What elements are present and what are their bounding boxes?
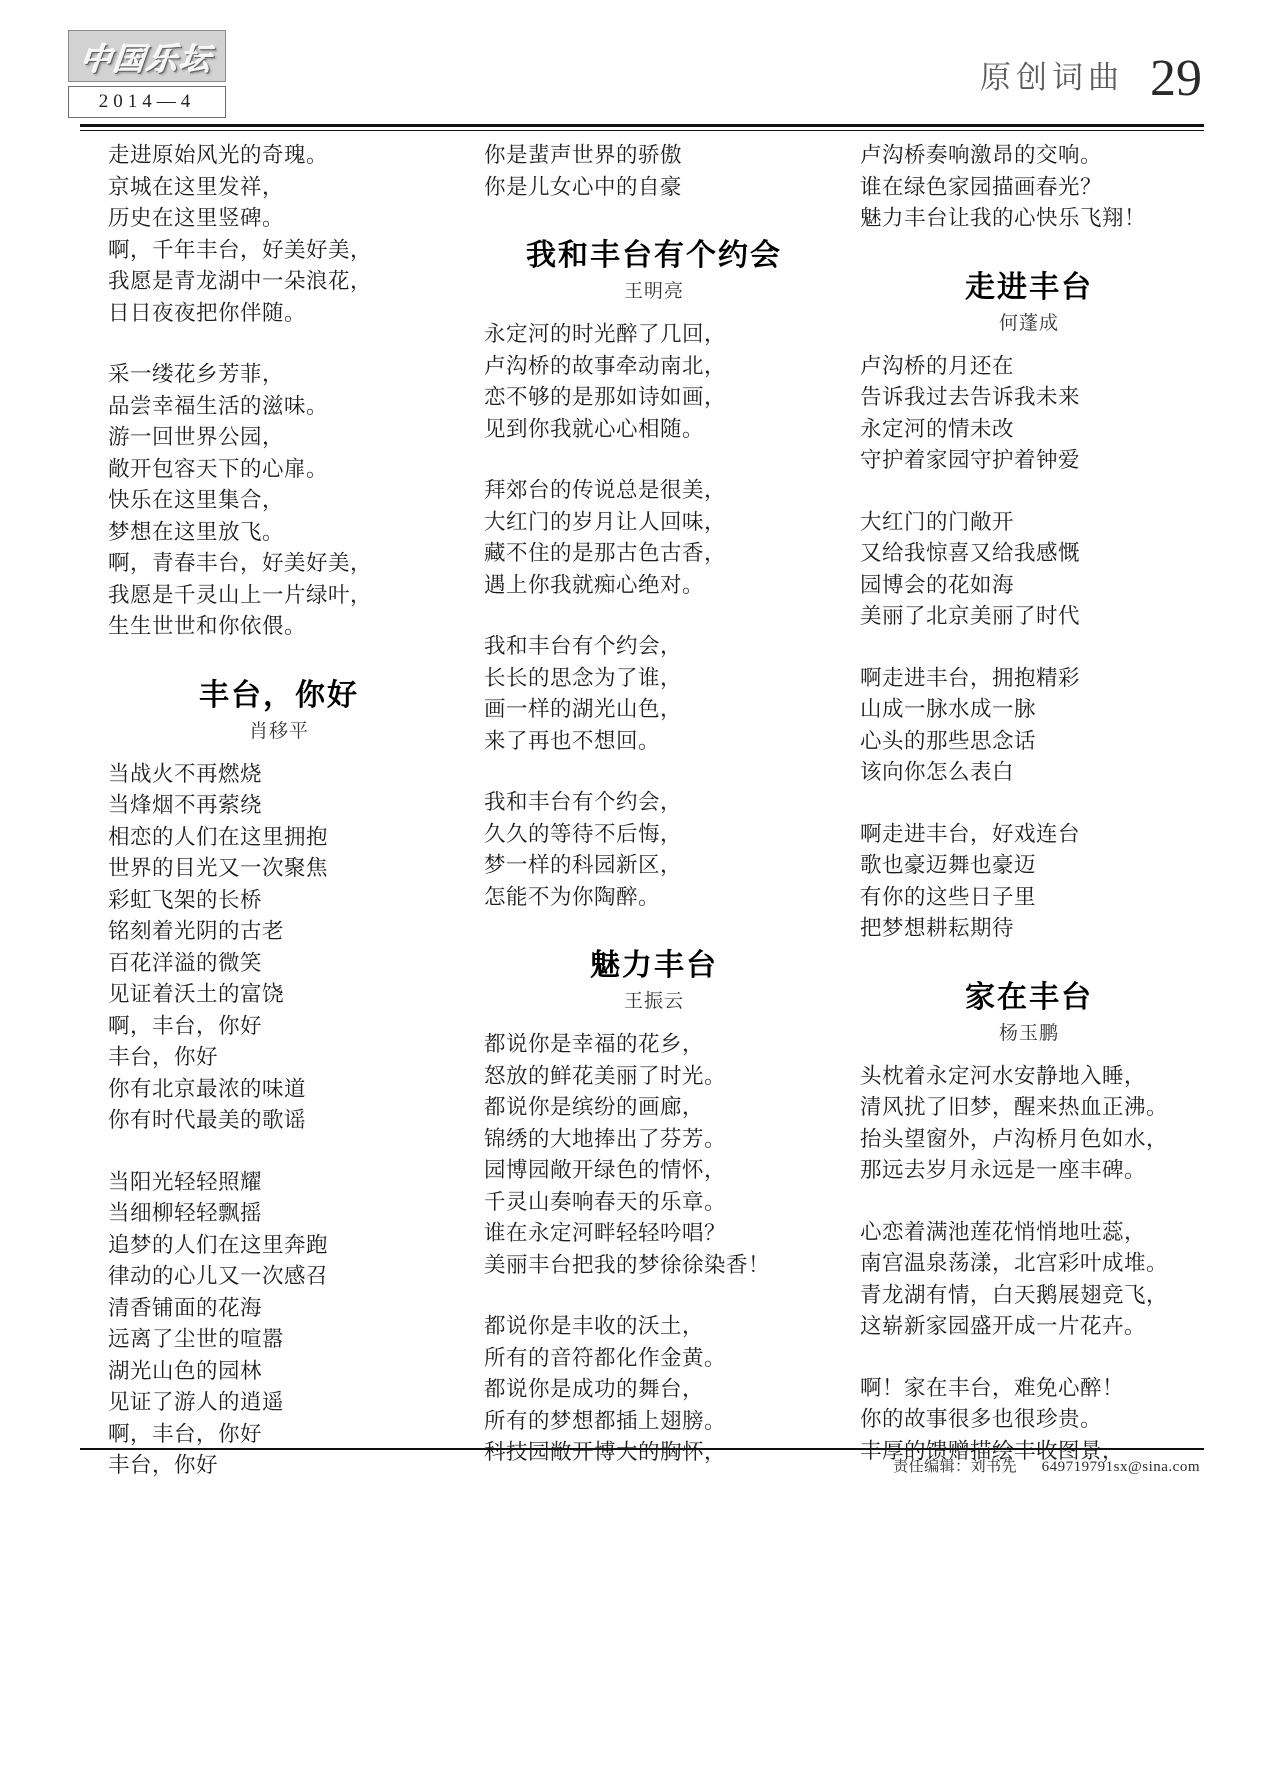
stanza (108, 759, 450, 1137)
song-author: 王明亮 (623, 281, 684, 302)
lyric-line: 快乐在这里集合， (108, 488, 285, 512)
stanza (484, 1029, 824, 1281)
magazine-logo-block (68, 30, 226, 118)
lyric-line: 敞开包容天下的心扉。 (108, 456, 329, 481)
lyric-line: 啊！家在丰台，难免心醉！ (860, 1375, 1125, 1400)
lyric-line: 抬头望窗外，卢沟桥月色如水， (860, 1126, 1169, 1151)
responsible-editor: 责任编辑：刘书先 (893, 1459, 1018, 1475)
magazine-logo-text: 中国乐坛 (78, 41, 215, 77)
lyric-line: 世界的目光又一次聚焦 (108, 856, 329, 880)
song-header (860, 979, 1198, 1047)
lyric-line: 心头的那些思念话 (860, 728, 1037, 753)
lyric-line: 见证了游人的逍遥 (108, 1390, 285, 1414)
footer-rule (80, 1448, 1204, 1450)
stanza (860, 1217, 1198, 1343)
song-block (860, 979, 1198, 1468)
lyric-line: 铭刻着光阴的古老 (108, 919, 285, 943)
lyric-line: 永定河的时光醉了几回， (484, 322, 727, 346)
lyric-line: 魅力丰台让我的心快乐飞翔！ (860, 206, 1147, 230)
song-block (484, 237, 824, 913)
lyric-line: 见证着沃土的富饶 (108, 982, 285, 1006)
lyric-line: 当战火不再燃烧 (108, 761, 263, 786)
lyric-line: 谁在永定河畔轻轻吟唱？ (484, 1221, 727, 1245)
lyric-line: 梦想在这里放飞。 (108, 519, 285, 544)
lyric-line: 科技园敞开博大的胸怀， (484, 1440, 727, 1464)
lyric-line: 南宫温泉荡漾，北宫彩叶成堆。 (860, 1251, 1169, 1275)
lyric-line: 又给我惊喜又给我感慨 (860, 541, 1081, 565)
lyric-line: 都说你是幸福的花乡， (484, 1032, 705, 1056)
song-title: 魅力丰台 (590, 949, 718, 982)
stanza (860, 819, 1198, 945)
lyric-line: 千灵山奏响春天的乐章。 (484, 1189, 727, 1214)
lyric-line: 美丽了北京美丽了时代 (860, 604, 1081, 628)
lyric-line: 该向你怎么表白 (860, 760, 1015, 784)
lyric-line: 清风扰了旧梦，醒来热血正沸。 (860, 1095, 1169, 1119)
lyric-line: 丰台，你好 (108, 1045, 219, 1069)
lyric-line: 啊，青春丰台，好美好美， (108, 551, 373, 575)
stanza (484, 475, 824, 601)
section-title: 原创词曲 (980, 60, 1124, 95)
lyric-line: 那远去岁月永远是一座丰碑。 (860, 1158, 1147, 1182)
song-title: 丰台，你好 (199, 678, 359, 712)
stanza (860, 351, 1198, 477)
header-rule-thin (80, 130, 1204, 131)
lyric-line: 湖光山色的园林 (108, 1358, 263, 1383)
stanza (484, 1311, 824, 1469)
lyric-line: 相恋的人们在这里拥抱 (108, 824, 329, 849)
column-2 (454, 140, 828, 1464)
verse-block (484, 140, 824, 203)
lyric-line: 锦绣的大地捧出了芬芳。 (484, 1126, 727, 1151)
lyric-line: 都说你是丰收的沃土， (484, 1314, 705, 1338)
lyric-line: 遇上你我就痴心绝对。 (484, 572, 705, 597)
lyric-line: 啊，丰台，你好 (108, 1013, 263, 1038)
lyric-line: 我和丰台有个约会， (484, 634, 683, 658)
lyric-line: 历史在这里竖碑。 (108, 206, 285, 230)
stanza (860, 507, 1198, 633)
lyric-line: 日日夜夜把你伴随。 (108, 300, 307, 325)
verse-block (108, 140, 450, 329)
lyric-line: 告诉我过去告诉我未来 (860, 385, 1081, 409)
lyric-line: 卢沟桥的月还在 (860, 353, 1015, 378)
lyric-line: 有你的这些日子里 (860, 884, 1037, 909)
lyric-line: 你有时代最美的歌谣 (108, 1108, 307, 1132)
lyric-line: 山成一脉水成一脉 (860, 697, 1037, 721)
lyric-line: 守护着家园守护着钟爱 (860, 448, 1081, 472)
column-1 (80, 140, 454, 1477)
lyric-line: 这崭新家园盛开成一片花卉。 (860, 1314, 1147, 1338)
stanza (860, 1373, 1198, 1468)
lyric-line: 见到你我就心心相随。 (484, 416, 705, 441)
lyric-line: 谁在绿色家园描画春光？ (860, 174, 1103, 199)
lyric-line: 我和丰台有个约会， (484, 790, 683, 814)
song-author: 肖移平 (248, 720, 309, 742)
lyric-line: 百花洋溢的微笑 (108, 950, 263, 975)
header-right-group (980, 49, 1202, 107)
lyric-line: 大红门的岁月让人回味， (484, 509, 727, 534)
magazine-logo (68, 30, 226, 82)
lyric-line: 啊，千年丰台，好美好美， (108, 237, 373, 262)
lyric-line: 来了再也不想回。 (484, 728, 661, 753)
stanza (860, 663, 1198, 789)
lyric-line: 当烽烟不再萦绕 (108, 793, 263, 817)
lyric-line: 远离了尘世的喧嚣 (108, 1327, 285, 1351)
editor-email[interactable]: 649719791sx@sina.com (1041, 1459, 1200, 1475)
lyric-line: 园博园敞开绿色的情怀， (484, 1158, 727, 1182)
lyric-line: 头枕着永定河水安静地入睡， (860, 1063, 1147, 1088)
lyric-line: 梦一样的科园新区， (484, 853, 683, 877)
lyric-line: 藏不住的是那古色古香， (484, 541, 727, 565)
page-masthead (0, 0, 1280, 128)
lyric-line: 品尝幸福生活的滋味。 (108, 393, 329, 418)
song-header (860, 269, 1198, 337)
song-block (108, 677, 450, 1482)
song-author: 何蓬成 (998, 312, 1059, 334)
lyric-line: 彩虹飞架的长桥 (108, 887, 263, 912)
lyric-line: 京城在这里发祥， (108, 174, 285, 199)
lyric-line: 心恋着满池莲花悄悄地吐蕊， (860, 1219, 1147, 1244)
lyric-line: 你是儿女心中的自豪 (484, 174, 683, 199)
lyric-line: 画一样的湖光山色， (484, 697, 683, 721)
song-block (484, 947, 824, 1469)
song-header (484, 947, 824, 1015)
lyric-line: 我愿是千灵山上一片绿叶， (108, 582, 373, 607)
song-title: 家在丰台 (965, 980, 1093, 1014)
lyric-line: 你是蜚声世界的骄傲 (484, 143, 683, 167)
lyric-line: 都说你是成功的舞台， (484, 1377, 705, 1401)
page-number: 29 (1150, 49, 1202, 107)
song-block (860, 269, 1198, 945)
stanza (860, 1061, 1198, 1187)
lyric-line: 你有北京最浓的味道 (108, 1076, 307, 1101)
lyric-line: 青龙湖有情，白天鹅展翅竞飞， (860, 1282, 1169, 1307)
lyric-line: 你的故事很多也很珍贵。 (860, 1407, 1103, 1431)
verse-block (108, 359, 450, 643)
song-header (484, 237, 824, 305)
stanza (108, 1167, 450, 1482)
lyric-line: 卢沟桥奏响激昂的交响。 (860, 143, 1103, 167)
lyric-line: 丰台，你好 (108, 1453, 219, 1477)
lyric-line: 卢沟桥的故事牵动南北， (484, 353, 727, 378)
lyric-line: 采一缕花乡芳菲， (108, 362, 285, 386)
lyric-line: 生生世世和你依偎。 (108, 614, 307, 638)
lyric-line: 当细柳轻轻飘摇 (108, 1201, 263, 1225)
lyric-line: 恋不够的是那如诗如画， (484, 385, 727, 409)
lyric-line: 永定河的情未改 (860, 416, 1015, 441)
lyric-line: 怎能不为你陶醉。 (484, 884, 661, 909)
lyric-line: 啊走进丰台，好戏连台 (860, 821, 1081, 846)
footer-credits (893, 1455, 1200, 1476)
issue-badge: 2014—4 (68, 86, 226, 118)
lyric-line: 所有的梦想都插上翅膀。 (484, 1408, 727, 1433)
stanza (484, 631, 824, 757)
lyric-line: 美丽丰台把我的梦徐徐染香！ (484, 1252, 771, 1277)
lyric-line: 我愿是青龙湖中一朵浪花， (108, 269, 373, 293)
lyric-line: 追梦的人们在这里奔跑 (108, 1232, 329, 1257)
lyric-line: 游一回世界公园， (108, 425, 285, 449)
verse-block (860, 140, 1198, 235)
lyric-line: 歌也豪迈舞也豪迈 (860, 853, 1037, 877)
lyric-line: 律动的心儿又一次感召 (108, 1264, 329, 1288)
stanza (484, 319, 824, 445)
lyric-line: 啊，丰台，你好 (108, 1421, 263, 1446)
song-title: 我和丰台有个约会 (526, 239, 782, 272)
song-title: 走进丰台 (965, 270, 1093, 304)
lyric-line: 久久的等待不后悔， (484, 821, 683, 846)
lyric-line: 都说你是缤纷的画廊， (484, 1095, 705, 1119)
lyric-line: 怒放的鲜花美丽了时光。 (484, 1063, 727, 1088)
lyric-line: 丰厚的馈赠描绘丰收图景， (860, 1438, 1125, 1463)
lyric-line: 走进原始风光的奇瑰。 (108, 143, 329, 167)
lyric-line: 把梦想耕耘期待 (860, 916, 1015, 940)
lyric-line: 长长的思念为了谁， (484, 665, 683, 690)
lyric-line: 所有的音符都化作金黄。 (484, 1345, 727, 1370)
lyric-line: 大红门的门敞开 (860, 509, 1015, 534)
song-header (108, 677, 450, 745)
stanza (484, 787, 824, 913)
column-3 (828, 140, 1202, 1463)
lyric-line: 啊走进丰台，拥抱精彩 (860, 665, 1081, 690)
header-rule-thick (80, 124, 1204, 127)
song-author: 杨玉鹏 (998, 1022, 1059, 1044)
song-author: 王振云 (623, 991, 684, 1012)
lyric-line: 清香铺面的花海 (108, 1295, 263, 1320)
lyric-line: 当阳光轻轻照耀 (108, 1169, 263, 1194)
lyric-line: 拜郊台的传说总是很美， (484, 478, 727, 502)
lyric-line: 园博会的花如海 (860, 572, 1015, 597)
